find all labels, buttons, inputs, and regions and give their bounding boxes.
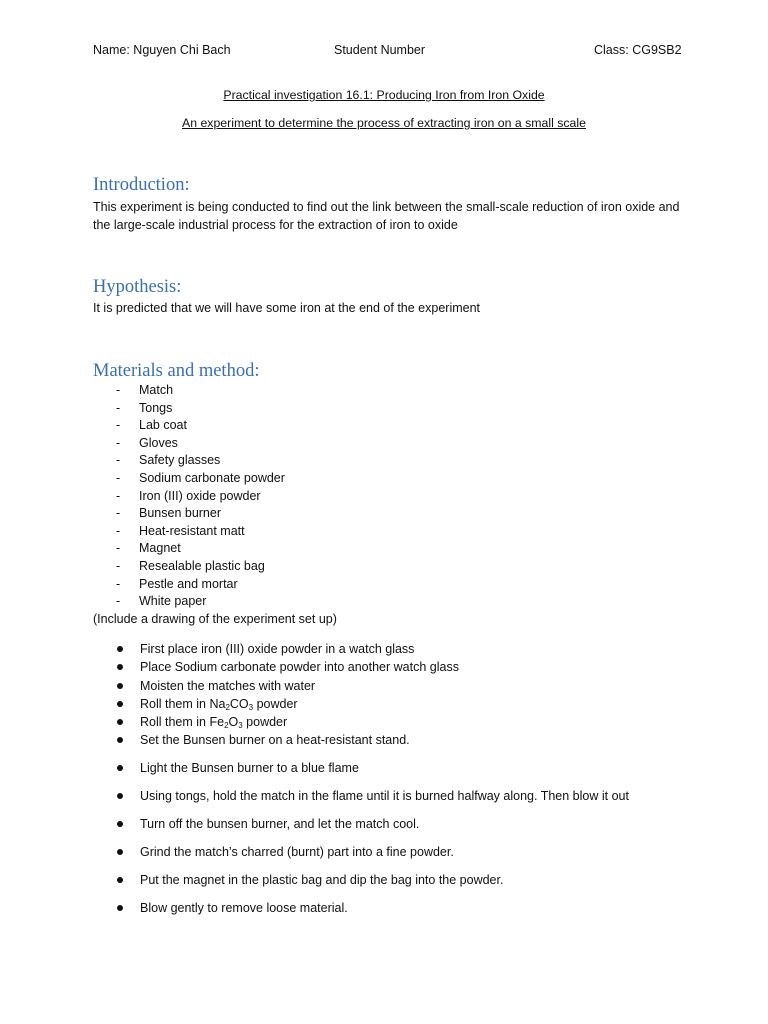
step-text: Set the Bunsen burner on a heat-resistant stand. bbox=[140, 733, 410, 747]
step-text: Blow gently to remove loose material. bbox=[140, 901, 348, 915]
material-label: Tongs bbox=[139, 400, 173, 415]
material-label: Resealable plastic bag bbox=[139, 558, 265, 573]
subscript: 2 bbox=[225, 703, 230, 712]
material-label: Bunsen burner bbox=[139, 506, 222, 521]
bullet-icon bbox=[117, 877, 123, 883]
step-text-part: O bbox=[228, 715, 239, 729]
introduction-text: This experiment is being conducted to find out the link between the small-scale reduction of iron oxide and the large-scale industrial process for the extraction of iron to oxide bbox=[93, 200, 680, 232]
method-step bbox=[0, 759, 768, 777]
step-text-part: powder bbox=[253, 697, 298, 711]
material-label: White paper bbox=[139, 594, 207, 609]
hypothesis-text: It is predicted that we will have some iron at the end of the experiment bbox=[93, 301, 481, 315]
bullet-icon bbox=[117, 701, 123, 707]
document-title: Practical investigation 16.1: Producing Iron from Iron Oxide bbox=[223, 88, 545, 102]
dash-marker: - bbox=[116, 488, 121, 503]
bullet-icon bbox=[117, 905, 123, 911]
step-text: Turn off the bunsen burner, and let the match cool. bbox=[140, 817, 420, 831]
method-step bbox=[0, 640, 768, 658]
subscript: 3 bbox=[248, 703, 254, 712]
step-text-part: powder bbox=[242, 715, 288, 729]
material-label: Match bbox=[139, 383, 174, 397]
material-label: Gloves bbox=[139, 435, 178, 450]
step-text-part: Roll them in Fe bbox=[140, 715, 225, 729]
method-step bbox=[0, 899, 768, 917]
step-text: Light the Bunsen burner to a blue flame bbox=[140, 761, 359, 775]
material-label: Heat-resistant matt bbox=[139, 523, 245, 538]
bullet-icon bbox=[117, 737, 123, 743]
dash-marker: - bbox=[116, 558, 121, 573]
step-text: Place Sodium carbonate powder into another watch glass bbox=[140, 660, 459, 674]
hypothesis-heading: Hypothesis: bbox=[93, 277, 182, 297]
dash-marker: - bbox=[116, 541, 121, 556]
step-text: Moisten the matches with water bbox=[140, 679, 316, 693]
dash-marker: - bbox=[116, 418, 121, 433]
bullet-icon bbox=[117, 646, 123, 652]
method-step bbox=[0, 731, 768, 749]
dash-marker: - bbox=[116, 594, 121, 609]
method-step bbox=[0, 787, 768, 805]
dash-marker: - bbox=[116, 470, 121, 485]
method-step bbox=[0, 658, 768, 676]
dash-marker: - bbox=[116, 453, 121, 468]
step-text: First place iron (III) oxide powder in a watch glass bbox=[140, 642, 415, 656]
document-subtitle: An experiment to determine the process of extracting iron on a small scale bbox=[182, 116, 586, 130]
method-step bbox=[0, 815, 768, 833]
subscript: 3 bbox=[238, 721, 243, 730]
materials-heading: Materials and method: bbox=[93, 361, 260, 381]
introduction-heading: Introduction: bbox=[93, 175, 190, 195]
dash-marker: - bbox=[116, 506, 121, 521]
step-text: Grind the match’s charred (burnt) part into a fine powder. bbox=[140, 845, 454, 859]
step-text: Using tongs, hold the match in the flame until it is burned halfway along. Then blow it out bbox=[140, 789, 629, 803]
bullet-icon bbox=[117, 849, 123, 855]
material-label: Magnet bbox=[139, 541, 181, 556]
dash-marker: - bbox=[116, 576, 121, 591]
bullet-icon bbox=[117, 793, 123, 799]
bullet-icon bbox=[117, 719, 123, 725]
material-label: Pestle and mortar bbox=[139, 576, 238, 591]
dash-marker: - bbox=[116, 523, 121, 538]
dash-marker: - bbox=[116, 383, 121, 397]
method-step bbox=[0, 695, 768, 713]
drawing-note: (Include a drawing of the experiment set up) bbox=[93, 612, 337, 626]
bullet-icon bbox=[117, 821, 123, 827]
bullet-icon bbox=[117, 683, 123, 689]
step-text: Put the magnet in the plastic bag and dip the bag into the powder. bbox=[140, 873, 504, 887]
material-label: Sodium carbonate powder bbox=[139, 470, 285, 485]
dash-marker: - bbox=[116, 435, 121, 450]
step-text-part: CO bbox=[229, 697, 249, 711]
material-label: Iron (III) oxide powder bbox=[139, 488, 261, 503]
material-label: Lab coat bbox=[139, 418, 187, 433]
bullet-icon bbox=[117, 765, 123, 771]
class-label: Class: CG9SB2 bbox=[594, 43, 682, 57]
bullet-icon bbox=[117, 664, 123, 670]
subscript: 2 bbox=[224, 721, 229, 730]
method-step bbox=[0, 713, 768, 731]
method-step bbox=[0, 843, 768, 861]
material-label: Safety glasses bbox=[139, 453, 221, 468]
student-number-label: Student Number bbox=[334, 43, 426, 57]
dash-marker: - bbox=[116, 400, 121, 415]
method-step bbox=[0, 871, 768, 889]
student-name: Name: Nguyen Chi Bach bbox=[93, 43, 231, 57]
step-text-part: Roll them in Na bbox=[140, 697, 226, 711]
method-step bbox=[0, 677, 768, 695]
